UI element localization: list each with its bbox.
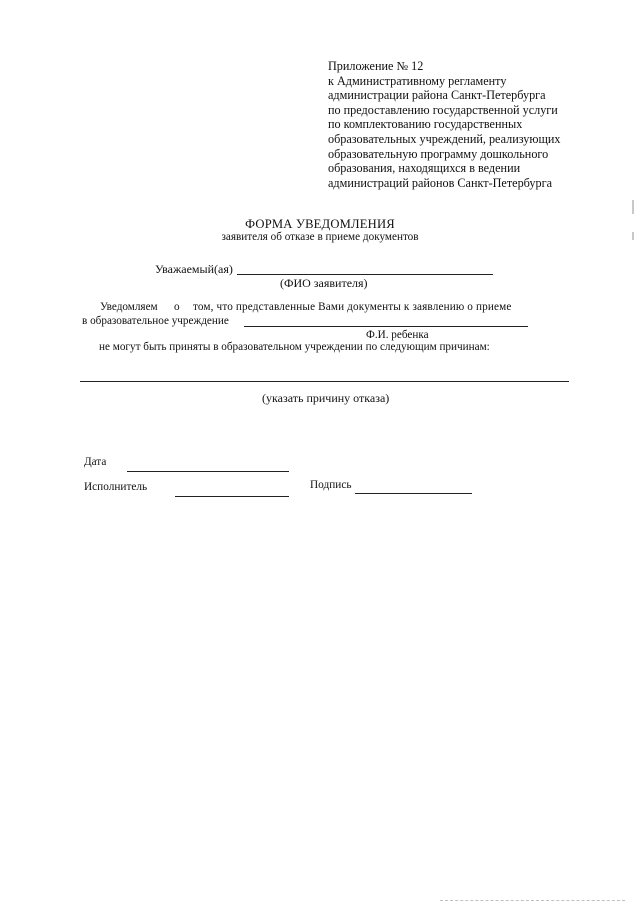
signature-line <box>355 493 472 494</box>
scan-edge-mark <box>632 200 634 214</box>
form-title: ФОРМА УВЕДОМЛЕНИЯ <box>245 217 395 231</box>
notify-word-1: Уведомляем <box>100 301 158 313</box>
scan-bottom-mark <box>440 900 625 901</box>
appendix-line: образования, находящихся в ведении <box>328 161 521 176</box>
appendix-line: по предоставлению государственной услуги <box>328 102 558 117</box>
notify-text: том, что представленные Вами документы к заявлению о приеме <box>193 301 512 313</box>
scan-edge-mark <box>632 232 634 240</box>
date-line <box>127 471 289 472</box>
appendix-line: образовательную программу дошкольного <box>328 146 549 161</box>
form-subtitle: заявителя об отказе в приеме документов <box>221 231 419 243</box>
appendix-line: по комплектованию государственных <box>328 117 523 132</box>
institution-label: в образовательное учреждение <box>82 315 229 327</box>
greeting-label: Уважаемый(ая) <box>155 262 233 276</box>
appendix-line: администрации района Санкт-Петербурга <box>328 88 546 103</box>
appendix-block <box>328 59 588 190</box>
appendix-line: администраций районов Санкт-Петербурга <box>328 175 553 190</box>
executor-label: Исполнитель <box>84 481 148 493</box>
appendix-line: образовательных учреждений, реализующих <box>328 131 561 146</box>
reason-caption: (указать причину отказа) <box>262 391 390 405</box>
signature-label: Подпись <box>310 479 352 491</box>
institution-line <box>244 326 528 327</box>
child-caption: Ф.И. ребенка <box>366 329 429 341</box>
appendix-line: Приложение № 12 <box>328 59 424 73</box>
appendix-line: к Административному регламенту <box>328 73 507 88</box>
date-label: Дата <box>84 456 107 468</box>
notify-word-2: о <box>174 301 180 313</box>
applicant-name-line <box>237 274 493 275</box>
applicant-caption: (ФИО заявителя) <box>280 276 368 290</box>
reason-line <box>80 381 569 382</box>
reasons-text: не могут быть приняты в образовательном учреждении по следующим причинам: <box>99 341 490 353</box>
executor-line <box>175 496 289 497</box>
